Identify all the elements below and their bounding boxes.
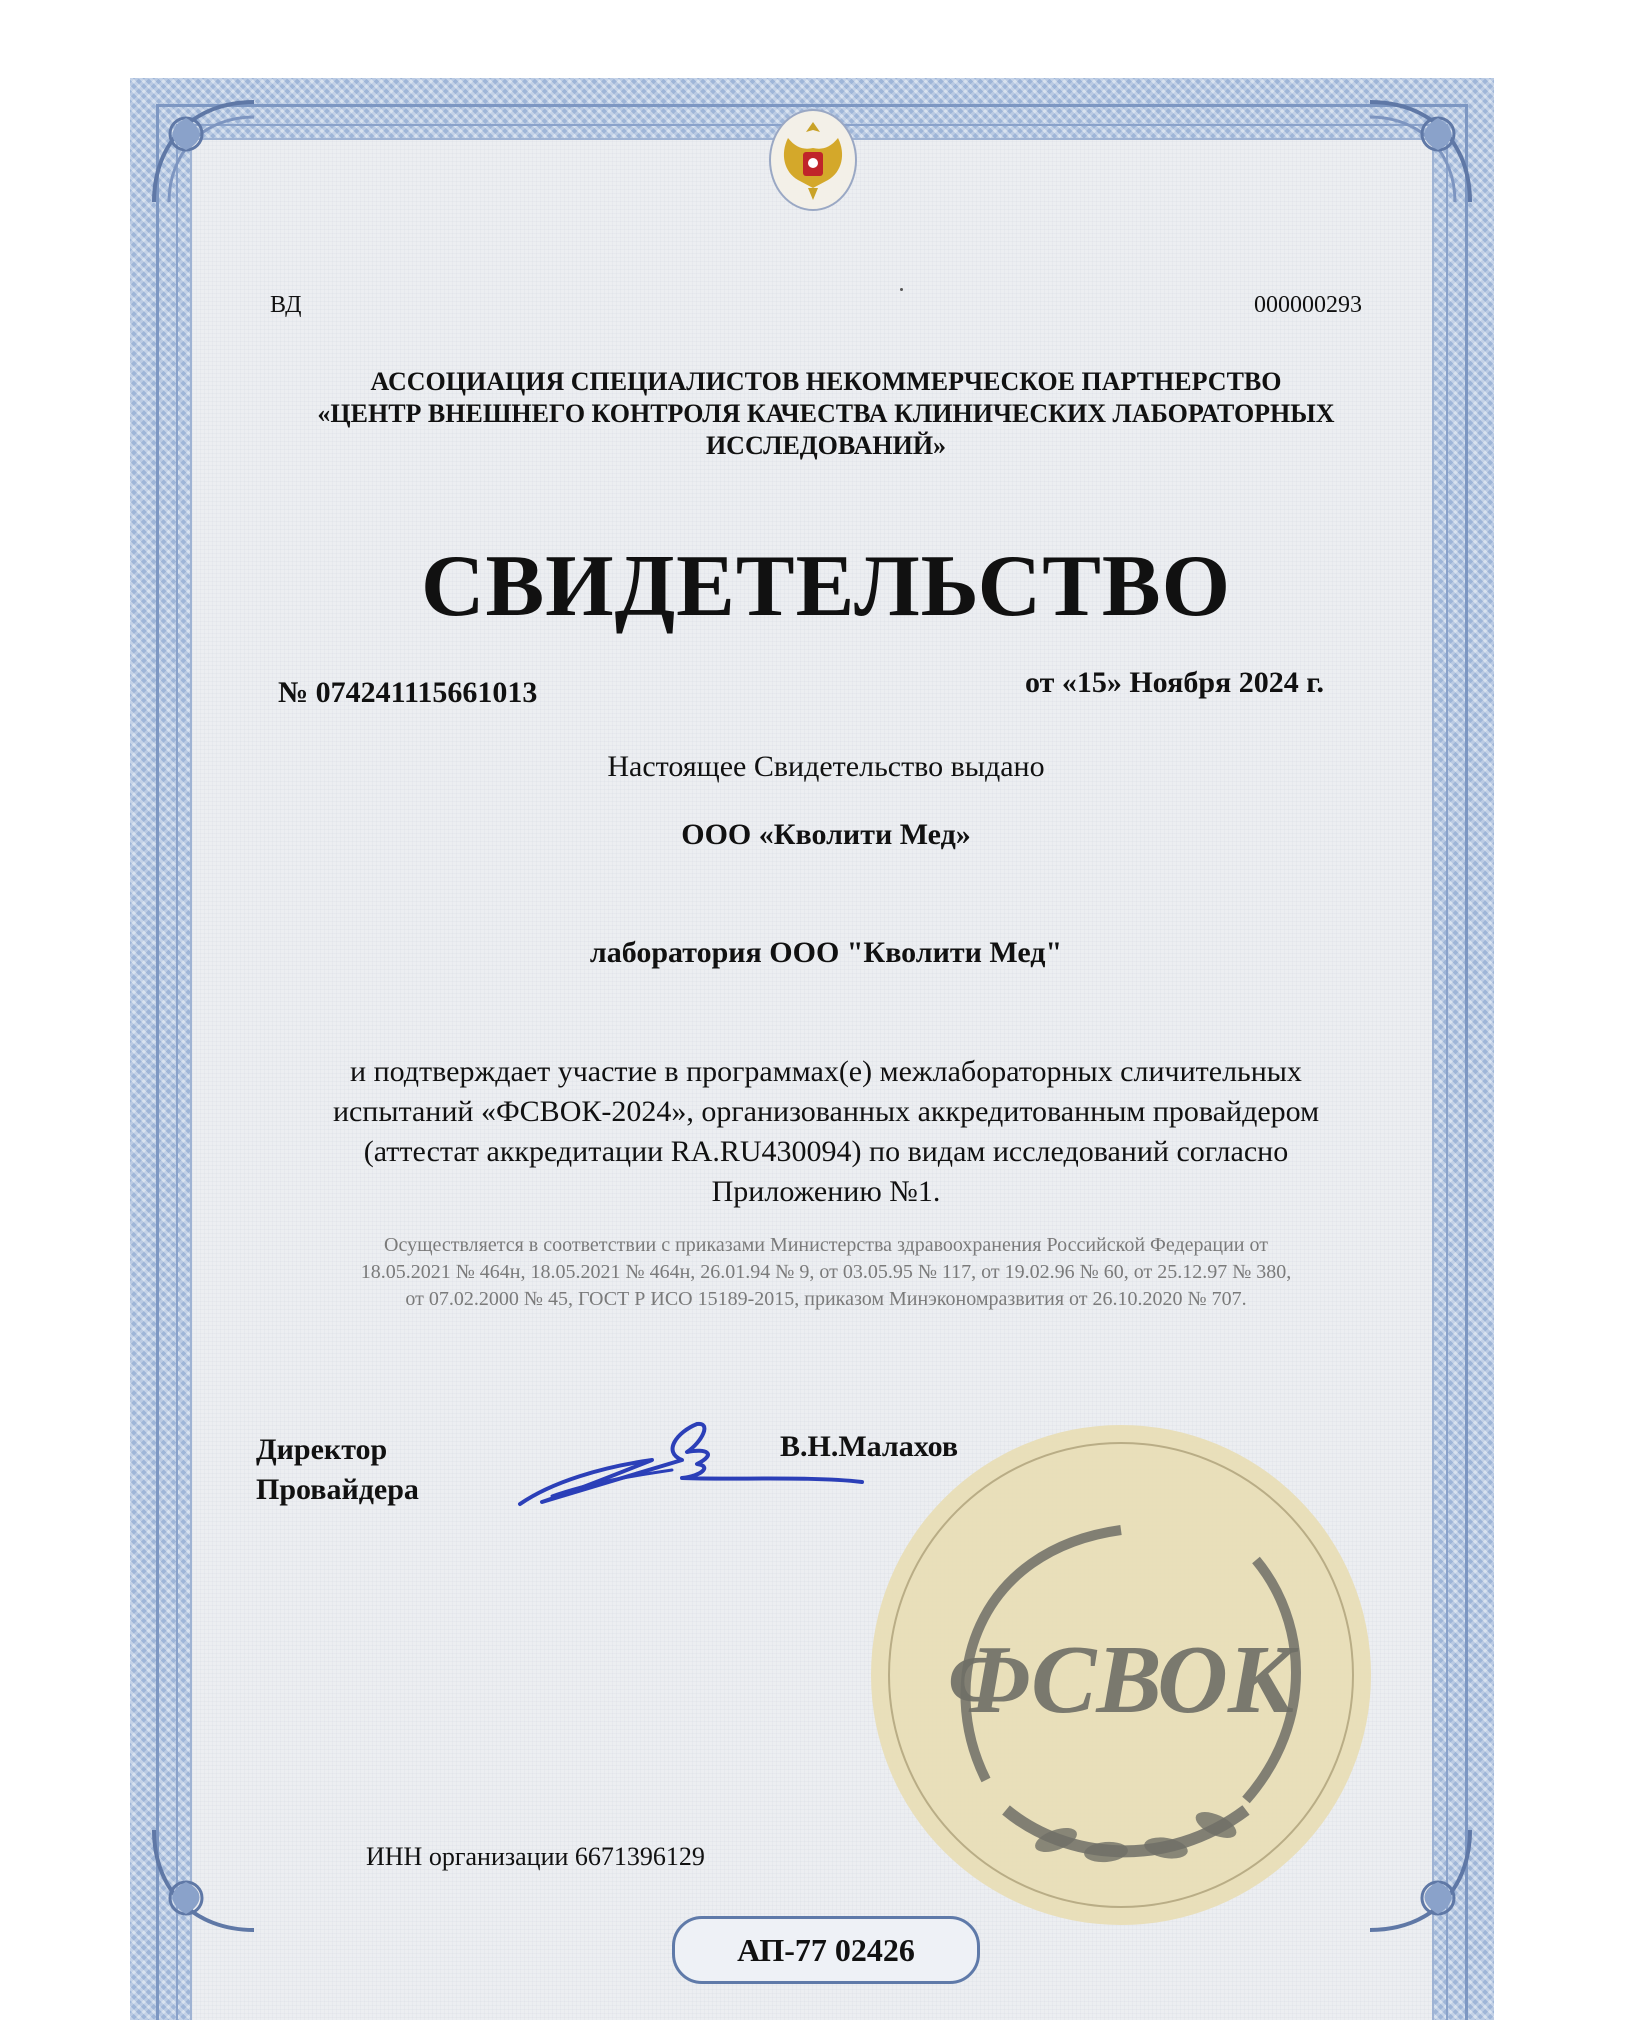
document-title: СВИДЕТЕЛЬСТВО [420,538,1232,635]
certificate-number: № 074241115661013 [278,676,538,709]
serial-plate [672,1916,980,1984]
confirmation-line: (аттестат аккредитации RA.RU430094) по видам исследований согласно [363,1135,1289,1168]
confirmation-line: и подтверждает участие в программах(е) межлабораторных сличительных [350,1055,1302,1088]
legal-line: Осуществляется в соответствии с приказами Министерства здравоохранения Российской Федерации от [384,1234,1268,1256]
fsvok-seal [866,1420,1376,1930]
signatory-position [256,1430,419,1510]
certificate-date: от «15» Ноября 2024 г. [1025,666,1324,699]
position-line: Директор [256,1433,388,1466]
issuing-organization [240,366,1412,462]
company-name: ООО «Кволити Мед» [681,818,971,851]
legal-line: 18.05.2021 № 464н, 18.05.2021 № 464н, 26.01.94 № 9, от 03.05.95 № 117, от 19.02.96 № 60, от 25.12.97 № 380, [360,1261,1292,1283]
legal-basis-text [226,1232,1426,1313]
speck [900,288,903,291]
organization-inn: ИНН организации 6671396129 [366,1842,705,1871]
confirmation-line: испытаний «ФСВОК-2024», организованных аккредитованным провайдером [332,1095,1320,1128]
form-number: 000000293 [1254,292,1362,318]
serial-number: АП-77 02426 [737,1931,915,1968]
corner-ornament-icon [144,1820,264,1940]
confirmation-text [226,1052,1426,1212]
handwritten-signature [512,1412,872,1522]
laboratory-name: лаборатория ООО "Кволити Мед" [589,936,1063,969]
corner-ornament-icon [1360,92,1480,212]
organization-line: ИССЛЕДОВАНИЙ» [705,431,947,460]
corner-ornament-icon [144,92,264,212]
issued-to-label: Настоящее Свидетельство выдано [607,750,1045,783]
confirmation-line: Приложению №1. [711,1175,941,1208]
corner-ornament-icon [1360,1820,1480,1940]
position-line: Провайдера [256,1473,419,1506]
legal-line: от 07.02.2000 № 45, ГОСТ Р ИСО 15189-2015, приказом Минэкономразвития от 26.10.2020 № 707. [405,1288,1247,1310]
organization-line: АССОЦИАЦИЯ СПЕЦИАЛИСТОВ НЕКОММЕРЧЕСКОЕ ПАРТНЕРСТВО [370,367,1282,396]
form-series: ВД [270,292,302,318]
organization-line: «ЦЕНТР ВНЕШНЕГО КОНТРОЛЯ КАЧЕСТВА КЛИНИЧЕСКИХ ЛАБОРАТОРНЫХ [317,399,1335,428]
seal-text: ФСВОК [947,1626,1295,1734]
coat-of-arms-icon [768,108,858,212]
signatory-name: В.Н.Малахов [780,1430,959,1463]
